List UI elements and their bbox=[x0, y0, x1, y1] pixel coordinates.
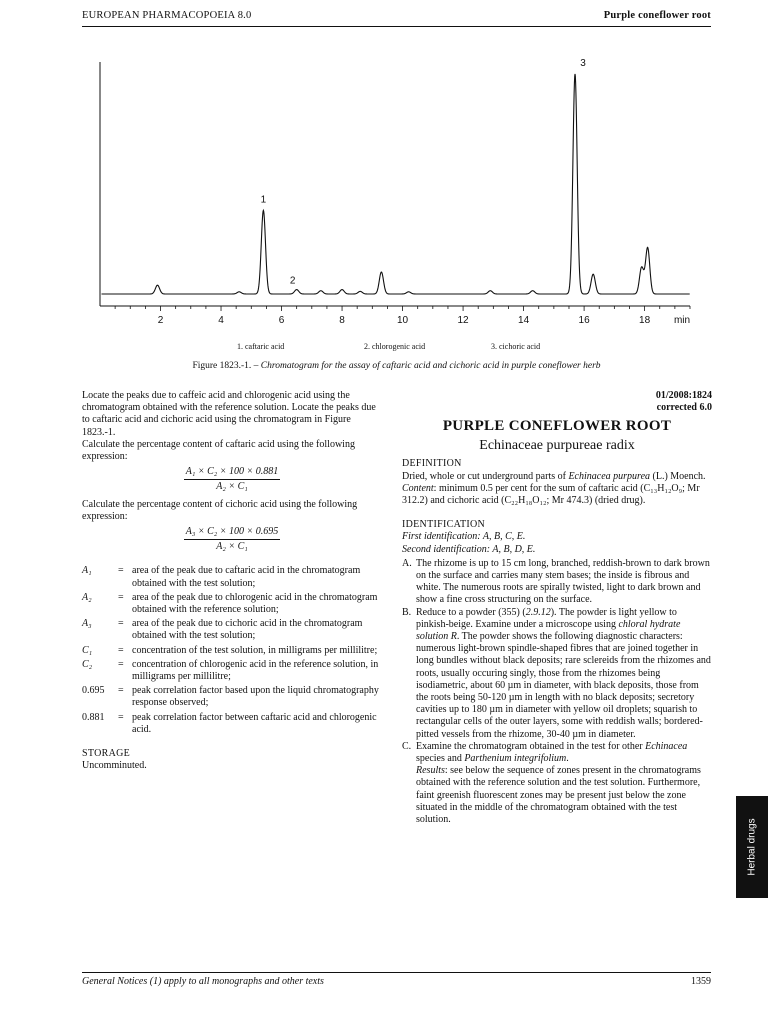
definition-symbol: 0.881 bbox=[82, 711, 105, 723]
item-b-post: . The powder shows the following diagnostic characters: numerous light-brown spindle-shaped fibres that are joined together in long bundles without black deposits; rare sclereids from the rhizomes and roots, usually occuring singly, those from the rhizomes being isodiametric, about 60 µm in diameter, with black deposits, those from the roots being 50-120 µm in length with no black deposits; secretory cavities up to 180 µm in diameter with yellow oil droplets; squarish to rectangular cells of the outer layers, some with reddish walls; bordered-pitted vessels from the rhizome, 30-40 µm in diameter. bbox=[416, 631, 711, 740]
definition-item bbox=[82, 592, 382, 616]
definition-text: area of the peak due to cichoric acid in the chromatogram obtained with the test solution; bbox=[132, 618, 363, 642]
content-label: Content bbox=[402, 482, 434, 494]
legend-item-3: 3. cichoric acid bbox=[491, 342, 541, 351]
definition-text: peak correlation factor based upon the liquid chromatography response observed; bbox=[132, 685, 379, 709]
first-identification: First identification: A, B, C, E. bbox=[402, 531, 526, 543]
figure-caption bbox=[82, 361, 711, 371]
x-tick-label: 18 bbox=[639, 315, 651, 326]
definition-post: (L.) Moench. bbox=[650, 470, 706, 482]
section-tab bbox=[736, 796, 768, 898]
identification-heading: IDENTIFICATION bbox=[402, 519, 486, 531]
definition-item bbox=[82, 645, 382, 657]
x-tick-label: 10 bbox=[397, 315, 409, 326]
definition-equals: = bbox=[118, 591, 124, 603]
item-c-end: . bbox=[566, 753, 569, 765]
monograph-correction: corrected 6.0 bbox=[656, 402, 712, 413]
monograph-title: PURPLE CONEFLOWER ROOT bbox=[442, 418, 672, 434]
definition-equals: = bbox=[118, 618, 124, 630]
definition-symbol: C₂ bbox=[82, 658, 93, 670]
peak-label: 2 bbox=[289, 275, 296, 287]
item-label: A. bbox=[402, 557, 412, 569]
peak-label: 3 bbox=[580, 58, 586, 69]
definition-symbol: A₂ bbox=[82, 591, 92, 603]
item-c-genus: Echinacea bbox=[645, 740, 688, 752]
item-label: C. bbox=[402, 740, 412, 752]
item-b-ref: 2.9.12 bbox=[525, 606, 551, 618]
definition-text: concentration of chlorogenic acid in the reference solution, in milligrams per millilitre; bbox=[132, 658, 379, 683]
left-column bbox=[82, 390, 382, 772]
storage-text: Uncomminuted. bbox=[82, 760, 147, 772]
definition-item bbox=[82, 565, 382, 589]
x-tick-label: 16 bbox=[578, 315, 590, 326]
definition-paragraph bbox=[402, 471, 712, 483]
footer-rule bbox=[82, 972, 711, 973]
formula-cichoric-numerator: A₃ × C₂ × 100 × 0.695 bbox=[184, 526, 280, 540]
content-paragraph bbox=[402, 483, 712, 507]
definition-equals: = bbox=[118, 685, 124, 697]
item-b-reagent: chloral hydrate solution R bbox=[416, 618, 681, 643]
definition-item bbox=[82, 712, 382, 736]
definition-species: Echinacea purpurea bbox=[568, 470, 651, 482]
formula-cichoric bbox=[82, 526, 382, 553]
footer-note: General Notices (1) apply to all monographs and other texts bbox=[82, 976, 324, 987]
x-tick-label: 6 bbox=[278, 315, 285, 326]
identification-item-c bbox=[402, 741, 712, 826]
intro-paragraph: Locate the peaks due to caffeic acid and chlorogenic acid using the chromatogram obtained with the reference solution. Locate the peaks due to caftaric acid and cichoric acid using the chromatogram in Figure 1823.-1. bbox=[82, 390, 376, 438]
chromatogram-trace bbox=[102, 74, 690, 294]
definition-symbol: A₁ bbox=[82, 565, 92, 577]
caption-prefix: Figure 1823.-1. – bbox=[192, 361, 261, 371]
definition-equals: = bbox=[118, 644, 124, 656]
definition-symbol: A₃ bbox=[82, 618, 92, 630]
definition-equals: = bbox=[118, 658, 124, 670]
page-number: 1359 bbox=[691, 976, 711, 987]
header-rule bbox=[82, 26, 711, 27]
item-c-species: Parthenium integrifolium bbox=[464, 753, 567, 765]
monograph-latin-name: Echinaceae purpureae radix bbox=[479, 438, 635, 454]
x-tick-label: 4 bbox=[218, 315, 224, 326]
caption-text: Chromatogram for the assay of caftaric acid and cichoric acid in purple coneflower herb bbox=[260, 361, 601, 371]
running-header-right: Purple coneflower root bbox=[603, 10, 711, 21]
definition-symbol: 0.695 bbox=[82, 685, 105, 697]
item-c-pre: Examine the chromatogram obtained in the test for other bbox=[416, 740, 646, 752]
x-tick-label: 2 bbox=[157, 315, 164, 326]
definition-equals: = bbox=[118, 711, 124, 723]
definition-item bbox=[82, 618, 382, 642]
running-header-left: EUROPEAN PHARMACOPOEIA 8.0 bbox=[82, 10, 252, 21]
calc-caftaric-text: Calculate the percentage content of caftaric acid using the following expression: bbox=[82, 438, 355, 463]
item-b-mid: ). The powder is light yellow to pinkish-beige. Examine under a microscope using bbox=[416, 606, 677, 630]
content-text: : minimum 0.5 per cent for the sum of caftaric acid (C₁₃H₁₂O₉; Mr 312.2) and cichoric acid (C₂₂H₁₈O₁₂; Mr 474.3) (dried drug). bbox=[402, 482, 700, 507]
chromatogram-chart bbox=[82, 50, 702, 340]
peak-label: 1 bbox=[260, 194, 267, 206]
item-c-mid: species and bbox=[416, 753, 465, 765]
item-c-text bbox=[416, 741, 712, 826]
identification-item-b bbox=[402, 607, 712, 741]
storage-section bbox=[82, 748, 382, 772]
item-label: B. bbox=[402, 606, 412, 618]
legend-item-2: 2. chlorogenic acid bbox=[364, 342, 426, 351]
definition-item bbox=[82, 659, 382, 683]
identification-item-a bbox=[402, 558, 712, 607]
second-identification: Second identification: A, B, D, E. bbox=[402, 543, 536, 555]
x-axis-unit: min bbox=[673, 315, 691, 326]
formula-cichoric-denominator: A₂ × C₁ bbox=[216, 541, 248, 553]
definition-pre: Dried, whole or cut underground parts of bbox=[402, 470, 569, 482]
definition-text: area of the peak due to chlorogenic acid in the chromatogram obtained with the reference solution; bbox=[132, 591, 378, 616]
calc-cichoric-text: Calculate the percentage content of cichoric acid using the following expression: bbox=[82, 498, 358, 522]
results-label: Results bbox=[416, 765, 445, 777]
definition-text: peak correlation factor between caftaric acid and chlorogenic acid. bbox=[132, 711, 377, 735]
legend-item-1: 1. caftaric acid bbox=[237, 342, 285, 351]
section-tab-label: Herbal drugs bbox=[746, 818, 758, 876]
results-text: : see below the sequence of zones present in the chromatograms obtained with the reference solution and the test solution. Furthermore, faint greenish fluorescent zones may be present just below the zone situated in the middle of the chromatogram obtained with the test solution. bbox=[416, 765, 701, 826]
definition-list bbox=[82, 565, 382, 736]
formula-caftaric bbox=[82, 466, 382, 493]
storage-heading: STORAGE bbox=[82, 748, 131, 760]
x-tick-label: 14 bbox=[518, 315, 530, 326]
definition-item bbox=[82, 685, 382, 709]
x-tick-label: 8 bbox=[339, 315, 345, 326]
item-a-text: The rhizome is up to 15 cm long, branched, reddish-brown to dark brown on the surface and carries many stem bases; the inside is fibrous and white. The numerous roots are spirally twisted, light to dark brown and show a fine cross structuring on the surface. bbox=[416, 557, 710, 606]
definition-equals: = bbox=[118, 565, 124, 577]
right-column bbox=[402, 390, 712, 826]
item-b-text bbox=[416, 607, 712, 741]
item-b-pre: Reduce to a powder (355) ( bbox=[416, 606, 526, 618]
x-tick-label: 12 bbox=[457, 315, 469, 326]
monograph-identifier bbox=[402, 390, 712, 414]
definition-text: area of the peak due to caftaric acid in the chromatogram obtained with the test solution; bbox=[132, 565, 361, 589]
definition-heading: DEFINITION bbox=[402, 458, 462, 470]
definition-symbol: C₁ bbox=[82, 644, 93, 656]
formula-caftaric-denominator: A₂ × C₁ bbox=[216, 481, 248, 493]
formula-caftaric-numerator: A₁ × C₂ × 100 × 0.881 bbox=[184, 466, 280, 480]
definition-text: concentration of the test solution, in milligrams per millilitre; bbox=[132, 644, 378, 656]
monograph-number: 01/2008:1824 bbox=[655, 390, 712, 401]
